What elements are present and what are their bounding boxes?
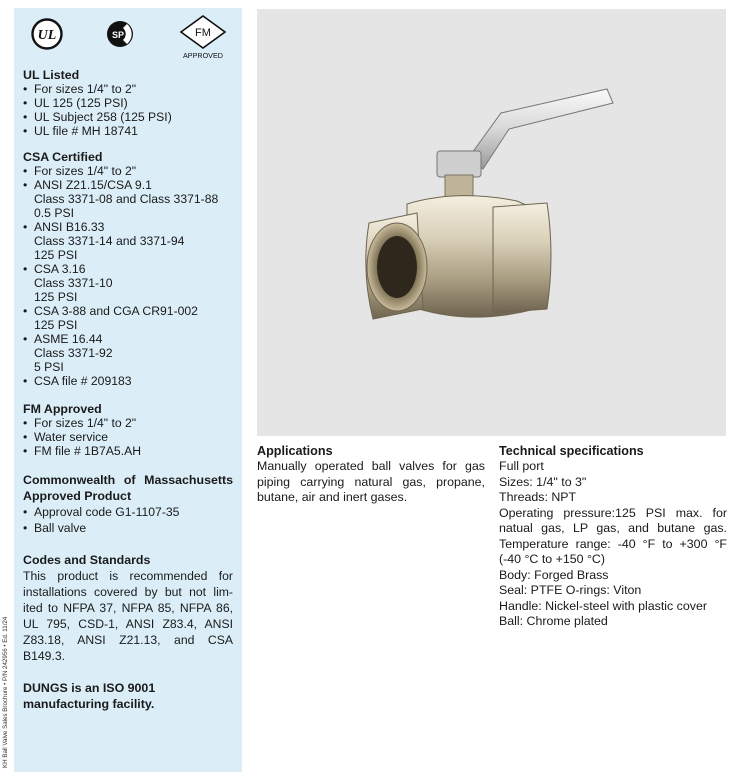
list-item: • ASME 16.44 Class 3371-92 5 PSI (23, 332, 113, 374)
applications-section (257, 444, 485, 506)
technical-specifications-text: Full port Sizes: 1/4" to 3" Threads: NPT Operating pressure:125 PSI max. for natual gas, LP gas, and butane gas. Temperature range: -40 °F to +300 °F (-40 °C to +150 °C) Body: Forged Brass Seal: PTFE O-rings: Viton Handle: Nickel-steel with plastic cover Ball: Chrome plated (499, 459, 727, 628)
list-item: • CSA file # 209183 (23, 374, 132, 388)
list-item: • Water service (23, 430, 109, 444)
massachusetts-section (23, 472, 233, 536)
svg-text:SP: SP (111, 30, 125, 40)
list-item: • FM file # 1B7A5.AH (23, 444, 142, 458)
list-item: • For sizes 1/4" to 2" (23, 164, 137, 178)
ul-listed-heading: UL Listed (23, 68, 80, 82)
fm-approved-logo (179, 14, 227, 60)
list-item: • For sizes 1/4" to 2" (23, 416, 137, 430)
technical-specifications-heading: Technical specifications (499, 444, 644, 458)
csa-logo (105, 18, 135, 50)
ul-listed-section (23, 68, 233, 138)
ball-valve-illustration (257, 9, 726, 436)
list-item: • UL 125 (125 PSI) (23, 96, 128, 110)
massachusetts-heading: Commonwealth of Massachusetts Approved Product (23, 473, 233, 503)
svg-text:FM: FM (195, 27, 211, 39)
iso-note-section (23, 680, 233, 712)
list-item: • ANSI Z21.15/CSA 9.1 Class 3371-08 and Class 3371-88 0.5 PSI (23, 178, 219, 220)
certification-sidebar (14, 8, 242, 772)
fm-approved-heading: FM Approved (23, 402, 102, 416)
codes-standards-heading: Codes and Standards (23, 553, 151, 567)
list-item: • Ball valve (23, 521, 87, 535)
svg-text:APPROVED: APPROVED (183, 51, 223, 60)
list-item: • CSA 3.16 Class 3371-10 125 PSI (23, 262, 113, 304)
csa-certified-section (23, 150, 233, 388)
technical-specifications-section (499, 444, 727, 630)
edition-code-text: KH Ball Valve Sales Brochure • P/N 242956 • Ed. 11/24 (2, 616, 9, 768)
side-edition-code (0, 572, 12, 768)
applications-text: Manually operated ball valves for gas piping carrying natural gas, propane, butane, air and inert gases. (257, 459, 485, 504)
codes-standards-text: This product is recommended for installations covered by but not lim- ited to NFPA 37, NFPA 85, NFPA 86, UL 795, CSD-1, ANSI Z83.4, ANSI Z83.18, ANSI Z21.13, and CSA B149.3. (23, 569, 233, 663)
csa-certified-heading: CSA Certified (23, 150, 103, 164)
codes-standards-section (23, 552, 233, 664)
fm-approved-section (23, 402, 233, 458)
list-item: • UL file # MH 18741 (23, 124, 138, 138)
list-item: • Approval code G1-1107-35 (23, 505, 180, 519)
list-item: • CSA 3-88 and CGA CR91-002 125 PSI (23, 304, 198, 332)
applications-heading: Applications (257, 444, 333, 458)
ul-logo (31, 18, 63, 50)
ball-valve-photo (257, 9, 726, 436)
iso-note-heading: DUNGS is an ISO 9001 manufacturing facility. (23, 681, 156, 711)
svg-text:UL: UL (37, 28, 57, 43)
certification-logos (23, 8, 233, 68)
list-item: • UL Subject 258 (125 PSI) (23, 110, 172, 124)
list-item: • For sizes 1/4" to 2" (23, 82, 137, 96)
list-item: • ANSI B16.33 Class 3371-14 and 3371-94 125 PSI (23, 220, 185, 262)
